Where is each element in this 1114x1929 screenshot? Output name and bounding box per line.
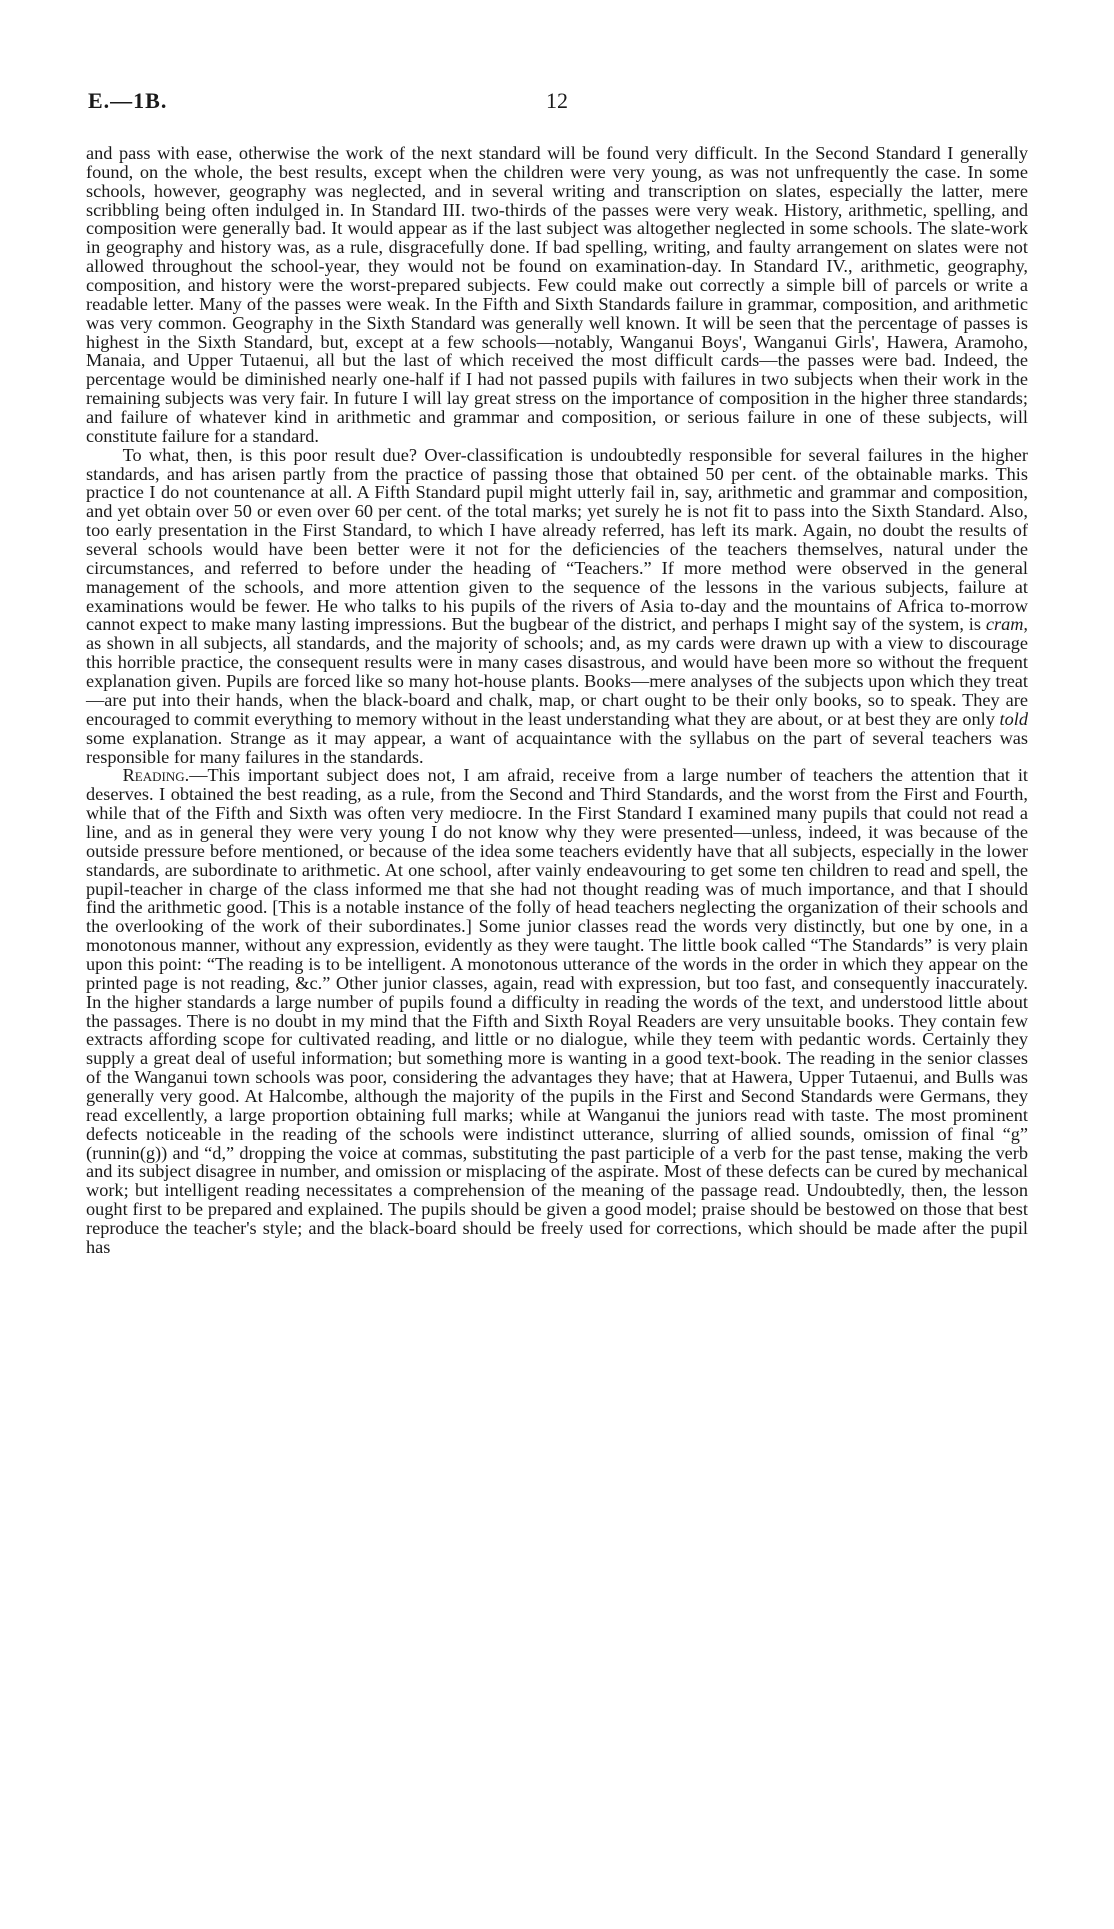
emphasis-told: told (999, 708, 1028, 729)
document-body (86, 144, 1028, 1257)
paragraph-text: as shown in all subjects, all standards, and the majority of schools; and, as my cards were drawn up with a view to discourage this horrible practice, the consequent results were in many cases disastrous, and would have been more so without the frequent explanation given. Pupils are forced like so many hot-house plants. Books—mere analyses of the subjects upon which they treat—are put into their hands, when the black-board and chalk, map, or chart ought to be their only books, so to speak. They are encouraged to commit everything to memory without in the least understanding what they are about, or at best they are only (86, 633, 1028, 729)
page-number: 12 (546, 88, 568, 113)
paragraph-continuation (86, 144, 1028, 446)
paragraph-reading (86, 766, 1028, 1256)
page-header (88, 88, 1026, 128)
paragraph-text: and pass with ease, otherwise the work of the next standard will be found very difficult. In the Second Standard I generally found, on the whole, the best results, except when the children were very young, as was not unfrequently the case. In some schools, however, geography was neglected, and in several writing and transcription on slates, especially the latter, mere scribbling being often indulged in. In Standard III. two-thirds of the passes were very weak. History, arithmetic, spelling, and composition were generally bad. It would appear as if the last subject was altogether neglected in some schools. The slate-work in geography and history was, as a rule, disgracefully done. If bad spelling, writing, and faulty arrangement on slates were not allowed throughout the school-year, they would not be found on examination-day. In Standard IV., arithmetic, geography, composition, and history were the worst-prepared subjects. Few could make out correctly a simple bill of parcels or write a readable letter. Many of the passes were weak. In the Fifth and Sixth Standards failure in grammar, composition, and arithmetic was very common. Geography in the Sixth Standard was generally well known. It will be seen that the percentage of passes is highest in the Sixth Standard, but, except at a few schools—notably, Wanganui Boys', Wanganui Girls', Hawera, Aramoho, Manaia, and Upper Tutaenui, all but the last of which received the most difficult cards—the passes were bad. Indeed, the percentage would be diminished nearly one-half if I had not passed pupils with failures in two subjects when their work in the remaining subjects was very fair. In future I will lay great stress on the importance of composition in the higher three standards; and failure of whatever kind in arithmetic and grammar and composition, or serious failure in one of these subjects, will constitute failure for a standard. (86, 143, 1028, 446)
paragraph-text: some explanation. Strange as it may appear, a want of acquaintance with the syllabus on the part of several teachers was responsible for many failures in the standards. (86, 727, 1028, 767)
paragraph-poor-results (86, 446, 1028, 767)
section-heading-reading: Reading. (122, 765, 190, 786)
emphasis-cram: cram, (985, 614, 1028, 635)
paragraph-text: —This important subject does not, I am afraid, receive from a large number of teachers the attention that it deserves. I obtained the best reading, as a rule, from the Second and Third Standards, and the worst from the First and Fourth, while that of the Fifth and Sixth was often very mediocre. In the First Standard I examined many pupils that could not read a line, and as in general they were very young I do not know why they were presented—unless, indeed, it was because of the outside pressure before mentioned, or because of the idea some teachers evidently have that all subjects, especially in the lower standards, are subordinate to arithmetic. At one school, after vainly endeavouring to get some ten children to read and spell, the pupil-teacher in charge of the class informed me that she had not thought reading was of much importance, and that I should find the arithmetic good. [This is a notable instance of the folly of head teachers neglecting the organization of their schools and the overlooking of the work of their subordinates.] Some junior classes read the words very distinctly, but one by one, in a monotonous manner, without any expression, evidently as they were taught. The little book called “The Standards” is very plain upon this point: “The reading is to be intelligent. A monotonous utterance of the words in the order in which they appear on the printed page is not reading, &c.” Other junior classes, again, read with expression, but too fast, and consequently inaccurately. In the higher standards a large number of pupils found a difficulty in reading the words of the text, and understood little about the passages. There is no doubt in my mind that the Fifth and Sixth Royal Readers are very unsuitable books. They contain few extracts affording scope for cultivated reading, and little or no dialogue, while they teem with pedantic words. Certainly they supply a great deal of useful information; but something more is wanting in a good text-book. The reading in the senior classes of the Wanganui town schools was poor, considering the advantages they have; that at Hawera, Upper Tutaenui, and Bulls was generally very good. At Halcombe, although the majority of the pupils in the First and Second Standards were Germans, they read excellently, a large proportion obtaining full marks; while at Wanganui the juniors read with taste. The most prominent defects noticeable in the reading of the schools were indistinct utterance, slurring of allied sounds, omission of final “g” (runnin(g)) and “d,” dropping the voice at commas, substituting the past participle of a verb for the past tense, making the verb and its subject disagree in number, and omission or misplacing of the aspirate. Most of these defects can be cured by mechanical work; but intelligent reading necessitates a comprehension of the meaning of the passage read. Undoubtedly, then, the lesson ought first to be prepared and explained. The pupils should be given a good model; praise should be bestowed on those that best reproduce the teacher's style; and the black-board should be freely used for corrections, which should be made after the pupil has (86, 765, 1028, 1257)
document-reference: E.—1B. (88, 88, 168, 113)
paragraph-text: To what, then, is this poor result due? Over-classification is undoubtedly responsible for several failures in the higher standards, and has arisen partly from the practice of passing those that obtained 50 per cent. of the obtainable marks. This practice I do not countenance at all. A Fifth Standard pupil might utterly fail in, say, arithmetic and grammar and composition, and yet obtain over 50 or even over 60 per cent. of the total marks; yet surely he is not fit to pass into the Sixth Standard. Also, too early presentation in the First Standard, to which I have already referred, has left its mark. Again, no doubt the results of several schools would have been better were it not for the deficiencies of the teachers themselves, natural under the circumstances, and referred to before under the heading of “Teachers.” If more method were observed in the general management of the schools, and more attention given to the sequence of the lessons in the various subjects, failure at examinations would be fewer. He who talks to his pupils of the rivers of Asia to-day and the mountains of Africa to-morrow cannot expect to make many lasting impressions. But the bugbear of the district, and perhaps I might say of the system, is (86, 444, 1028, 635)
